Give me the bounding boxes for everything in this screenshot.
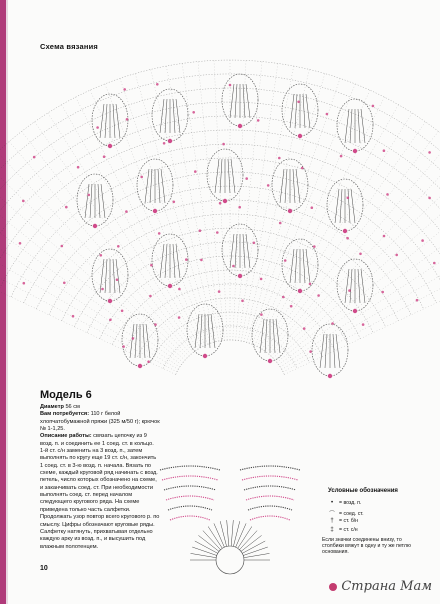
chart-accent-dot — [122, 345, 125, 348]
chart-accent-dot — [123, 88, 126, 91]
chart-accent-dot — [65, 206, 68, 209]
legend-note: Если значки соединены внизу, то столбики вяжут в одну и ту же петлю основания. — [322, 537, 411, 556]
motif-accent — [223, 199, 227, 203]
chain-stitch-icon: • — [330, 500, 334, 506]
chart-accent-dot — [101, 288, 104, 291]
lower-fan-row — [162, 476, 218, 480]
chart-accent-dot — [232, 265, 235, 268]
legend-label: = ст. б/н — [339, 518, 359, 524]
motif-stitch — [351, 189, 355, 223]
motif-stitch — [173, 244, 175, 278]
chart-accent-dot — [362, 323, 365, 326]
chart-round — [176, 340, 285, 374]
materials-text: 110 г белой хлопчатобумажной пряжи (325 м/50 г); крючок № 1-1,25. — [40, 411, 160, 433]
motif-stitch — [350, 269, 352, 303]
motif-accent — [238, 124, 242, 128]
motif-stitch — [228, 159, 230, 193]
chart-accent-dot — [185, 258, 188, 261]
lower-fan-row — [244, 486, 296, 490]
motif-stitch — [105, 259, 107, 293]
motif-stitch — [243, 84, 245, 118]
chart-accent-dot — [303, 327, 306, 330]
chart-round — [163, 326, 297, 369]
logo-icon — [329, 583, 337, 591]
legend-title: Условные обозначения — [328, 488, 398, 494]
chart-accent-dot — [147, 360, 150, 363]
motif-stitch — [303, 94, 305, 128]
chart-stitch-column — [0, 163, 187, 358]
chart-accent-dot — [229, 84, 232, 87]
chart-round — [150, 312, 309, 362]
motif-stitch — [143, 324, 145, 358]
motif-accent — [353, 149, 357, 153]
chart-accent-dot — [222, 143, 225, 146]
chart-accent-dot — [284, 259, 287, 262]
motif-stitch — [211, 314, 215, 348]
chart-stitch-column — [273, 163, 440, 358]
motif-stitch — [161, 169, 165, 203]
motif-stitch — [105, 104, 107, 138]
motif-accent — [288, 209, 292, 213]
chart-accent-dot — [257, 119, 260, 122]
motif-accent — [108, 299, 112, 303]
legend-label: = ст. с/н — [339, 527, 358, 533]
lower-fan-row — [160, 466, 220, 470]
chart-accent-dot — [260, 313, 263, 316]
watermark-logo — [329, 579, 432, 594]
chart-accent-dot — [386, 193, 389, 196]
chart-accent-dot — [199, 229, 202, 232]
chart-accent-dot — [178, 316, 181, 319]
chart-accent-dot — [359, 253, 362, 256]
chart-stitch-column — [0, 213, 180, 367]
lower-fan-row — [248, 506, 292, 510]
motif-stitch — [200, 314, 202, 348]
chart-round — [0, 144, 440, 291]
chart-accent-dot — [395, 254, 398, 257]
chart-accent-dot — [346, 237, 349, 240]
motif-stitch — [306, 94, 310, 128]
double-crochet-icon: ‡ — [330, 527, 334, 533]
chart-round — [0, 88, 440, 267]
chart-stitch-column — [0, 200, 182, 365]
model-description — [40, 404, 160, 551]
chart-accent-dot — [117, 245, 120, 248]
section-title: Схема вязания — [40, 42, 98, 51]
lower-fan-row — [168, 506, 212, 510]
motif-stitch — [113, 259, 115, 293]
chart-stitch-column — [0, 227, 178, 370]
chart-accent-dot — [23, 282, 26, 285]
motif-stitch — [358, 109, 360, 143]
chart-accent-dot — [77, 166, 80, 169]
lower-fan-row — [164, 486, 216, 490]
motif-stitch — [296, 169, 300, 203]
chart-accent-dot — [163, 142, 166, 145]
motif-stitch — [235, 234, 237, 268]
motif-stitch — [345, 109, 349, 143]
motif-stitch — [350, 109, 352, 143]
center-stitch — [220, 521, 226, 546]
chart-accent-dot — [301, 167, 304, 170]
motif-accent — [168, 284, 172, 288]
single-crochet-icon: † — [330, 518, 334, 524]
chart-accent-dot — [121, 310, 124, 313]
motif-stitch — [85, 184, 89, 218]
motif-stitch — [160, 99, 164, 133]
chart-accent-dot — [61, 245, 64, 248]
motif-accent — [343, 229, 347, 233]
chart-accent-dot — [72, 315, 75, 318]
lower-fan-row — [240, 466, 300, 470]
chart-accent-dot — [194, 170, 197, 173]
chart-accent-dot — [416, 299, 419, 302]
materials-label: Вам потребуется: — [40, 411, 90, 418]
chart-accent-dot — [433, 262, 436, 265]
motif-accent — [238, 274, 242, 278]
center-stitch — [231, 520, 233, 546]
motif-stitch — [230, 84, 234, 118]
motif-stitch — [276, 319, 280, 353]
chart-accent-dot — [238, 206, 241, 209]
lower-fan-row — [246, 496, 294, 500]
chart-accent-dot — [317, 294, 320, 297]
chart-stitch-column — [269, 142, 440, 355]
motif-stitch — [243, 234, 245, 268]
motif-stitch — [231, 159, 235, 193]
chart-accent-dot — [150, 264, 153, 267]
motif-stitch — [246, 84, 250, 118]
motif-stitch — [336, 334, 340, 368]
chart-accent-dot — [383, 235, 386, 238]
chart-accent-dot — [156, 83, 159, 86]
chart-accent-dot — [126, 118, 129, 121]
chart-accent-dot — [200, 259, 203, 262]
chart-accent-dot — [347, 197, 350, 200]
motif-accent — [108, 144, 112, 148]
motif-stitch — [158, 169, 160, 203]
center-stitch — [241, 535, 262, 551]
motif-stitch — [230, 234, 234, 268]
chart-round — [74, 228, 385, 327]
motif-stitch — [340, 189, 342, 223]
chart-accent-dot — [33, 156, 36, 159]
chart-stitch-column — [283, 241, 440, 372]
motif-stitch — [165, 99, 167, 133]
motif-accent — [328, 374, 332, 378]
chart-round — [125, 284, 335, 351]
motif-stitch — [235, 84, 237, 118]
chart-accent-dot — [63, 282, 66, 285]
chart-round — [0, 116, 440, 279]
chart-stitch-column — [62, 105, 201, 348]
chart-accent-dot — [132, 337, 135, 340]
chart-accent-dot — [331, 322, 334, 325]
motif-stitch — [113, 104, 115, 138]
motif-stitch — [358, 269, 360, 303]
diameter-value: 56 см — [65, 404, 80, 410]
chart-accent-dot — [260, 278, 263, 281]
motif-accent — [168, 139, 172, 143]
legend-item — [328, 527, 358, 533]
motif-stitch — [295, 249, 297, 283]
chart-accent-dot — [173, 201, 176, 204]
chart-accent-dot — [103, 155, 106, 158]
chart-accent-dot — [140, 176, 143, 179]
chart-accent-dot — [178, 288, 181, 291]
motif-stitch — [220, 159, 222, 193]
motif-stitch — [335, 189, 339, 223]
chart-accent-dot — [309, 350, 312, 353]
chart-stitch-column — [284, 255, 440, 374]
motif-stitch — [176, 244, 180, 278]
chart-accent-dot — [282, 296, 285, 299]
motif-stitch — [100, 104, 104, 138]
chart-accent-dot — [216, 231, 219, 234]
chart-accent-dot — [253, 242, 256, 245]
chart-stitch-column — [0, 241, 177, 372]
description-label: Описание работы: — [40, 433, 92, 440]
chart-accent-dot — [421, 239, 424, 242]
motif-stitch — [215, 159, 219, 193]
lower-fan-row — [170, 516, 210, 520]
motif-stitch — [280, 169, 284, 203]
motif-stitch — [303, 249, 305, 283]
chart-accent-dot — [22, 200, 25, 203]
chart-accent-dot — [116, 278, 119, 281]
motif-accent — [203, 354, 207, 358]
chart-accent-dot — [19, 242, 22, 245]
legend-label: = соед. ст. — [339, 510, 364, 517]
motif-accent — [298, 134, 302, 138]
chart-accent-dot — [109, 319, 112, 322]
center-stitch — [233, 521, 239, 546]
lower-fan-row — [166, 496, 214, 500]
chart-accent-dot — [218, 290, 221, 293]
chart-accent-dot — [383, 149, 386, 152]
motif-stitch — [145, 169, 149, 203]
center-stitch — [227, 520, 229, 546]
motif-stitch — [173, 99, 175, 133]
chart-stitch-column — [265, 122, 426, 351]
motif-stitch — [116, 259, 120, 293]
chart-accent-dot — [192, 111, 195, 114]
chart-accent-dot — [326, 113, 329, 116]
motif-stitch — [285, 169, 287, 203]
legend-item — [328, 509, 364, 518]
chart-stitch-column — [0, 187, 183, 362]
chart-accent-dot — [428, 151, 431, 154]
chart-accent-dot — [428, 197, 431, 200]
chart-accent-dot — [241, 300, 244, 303]
description-text: связать цепочку из 9 возд. п. и соединить ее 1 соед. ст. в кольцо. 1-й ст. с/н заменить на 3 возд. п., затем выполнять по кругу еще 19 ст. с/н, закончить 1 соед. ст. в 3-ю возд. п. начала. Вязать по схеме, каждый круговой ряд начинать с возд. петель, число которых обозначено на схеме, и заканчивать соед. ст. При необходимости выполнять соед. ст. перед началом следующего кругового ряда. На схеме приведена только часть салфетки. Продолжать узор повтор всего кругового р. по смыслу. Цифры обозначают круговые ряды. Салфетку натянуть, прихватывая отдельно каждую арку из возд. п., и высушить под влажным полотенцем. — [40, 433, 160, 550]
chart-accent-dot — [309, 283, 312, 286]
motif-stitch — [260, 319, 264, 353]
motif-stitch — [165, 244, 167, 278]
chart-accent-dot — [372, 105, 375, 108]
diameter-label: Диаметр — [40, 404, 64, 410]
page-number: 10 — [40, 565, 48, 572]
logo-text: Страна Мам — [341, 579, 432, 594]
legend-item — [328, 518, 358, 524]
motif-stitch — [361, 269, 365, 303]
chart-accent-dot — [158, 232, 161, 235]
motif-accent — [138, 364, 142, 368]
chart-accent-dot — [149, 295, 152, 298]
chart-stitch-column — [279, 200, 440, 365]
chart-accent-dot — [279, 222, 282, 225]
chart-accent-dot — [267, 184, 270, 187]
chart-accent-dot — [311, 206, 314, 209]
motif-stitch — [195, 314, 199, 348]
chart-accent-dot — [313, 245, 316, 248]
chart-accent-dot — [88, 194, 91, 197]
motif-stitch — [325, 334, 327, 368]
legend-label: = возд. п. — [339, 500, 362, 506]
motif-accent — [268, 359, 272, 363]
chart-accent-dot — [96, 126, 99, 129]
chart-round — [0, 60, 440, 255]
lower-fan-row — [242, 476, 298, 480]
motif-accent — [298, 289, 302, 293]
motif-stitch — [101, 184, 105, 218]
chart-accent-dot — [125, 210, 128, 213]
motif-stitch — [320, 334, 324, 368]
motif-stitch — [306, 249, 310, 283]
motif-accent — [353, 309, 357, 313]
motif-stitch — [293, 169, 295, 203]
chart-accent-dot — [340, 155, 343, 158]
model-title: Модель 6 — [40, 389, 92, 401]
legend-item — [328, 500, 361, 506]
chart-accent-dot — [348, 289, 351, 292]
motif-stitch — [176, 99, 180, 133]
motif-accent — [93, 224, 97, 228]
chart-accent-dot — [297, 101, 300, 104]
chart-stitch-column — [282, 227, 440, 370]
chart-accent-dot — [290, 305, 293, 308]
motif-stitch — [98, 184, 100, 218]
slip-stitch-icon: ⌒ — [328, 512, 335, 518]
chart-accent-dot — [245, 177, 248, 180]
chart-accent-dot — [154, 323, 157, 326]
center-ring — [216, 546, 244, 574]
motif-stitch — [333, 334, 335, 368]
motif-stitch — [135, 324, 137, 358]
motif-stitch — [246, 234, 250, 268]
chart-accent-dot — [381, 291, 384, 294]
center-stitch — [198, 535, 219, 551]
chart-stitch-column — [267, 131, 439, 352]
motif-stitch — [208, 314, 210, 348]
chart-stitch-column — [271, 152, 440, 356]
motif-stitch — [130, 324, 134, 358]
chart-round — [0, 102, 440, 273]
motif-stitch — [361, 109, 365, 143]
chart-accent-dot — [219, 202, 222, 205]
motif-accent — [153, 209, 157, 213]
lower-fan-row — [250, 516, 290, 520]
chart-accent-dot — [278, 157, 281, 160]
motif-stitch — [150, 169, 152, 203]
chart-accent-dot — [100, 254, 103, 257]
